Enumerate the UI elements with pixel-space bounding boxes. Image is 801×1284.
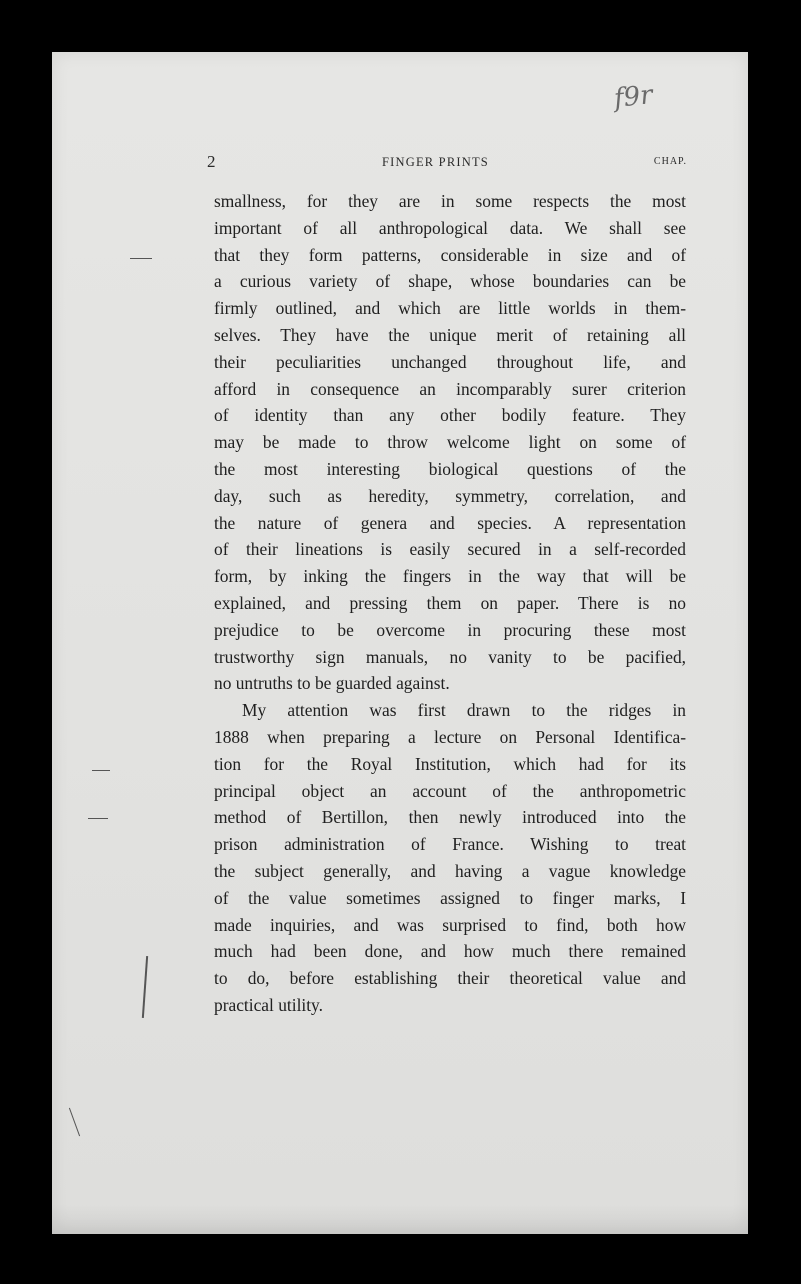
margin-mark (88, 818, 108, 819)
text-line: day, such as heredity, symmetry, correlation, and (214, 485, 686, 506)
text-line: much had been done, and how much there remained (214, 941, 686, 962)
text-line: tion for the Royal Institution, which had for its (214, 753, 686, 774)
text-line: no untruths to be guarded against. (214, 673, 450, 694)
paragraph (214, 697, 686, 1019)
text-line: of identity than any other bodily feature. They (214, 405, 686, 426)
text-line: afford in consequence an incomparably surer criterion (214, 378, 686, 399)
chapter-label: CHAP. (653, 156, 687, 167)
text-line: the nature of genera and species. A representation (214, 512, 686, 533)
text-line: method of Bertillon, then newly introduced into the (214, 807, 686, 828)
text-line: explained, and pressing them on paper. There is no (214, 592, 686, 613)
text-line: 1888 when preparing a lecture on Personal Identifica- (214, 726, 686, 747)
text-line: trustworthy sign manuals, no vanity to be pacified, (214, 646, 686, 667)
text-line: principal object an account of the anthropometric (214, 780, 686, 801)
text-line: selves. They have the unique merit of retaining all (214, 324, 686, 345)
text-line: firmly outlined, and which are little worlds in them- (214, 298, 686, 319)
text-line: prison administration of France. Wishing to treat (214, 834, 686, 855)
page-number: 2 (207, 152, 216, 171)
text-line: form, by inking the fingers in the way that will be (214, 566, 686, 587)
text-line: important of all anthropological data. We shall see (214, 217, 686, 238)
text-line: prejudice to be overcome in procuring these most (214, 619, 686, 640)
body-text (214, 188, 686, 1019)
text-line: to do, before establishing their theoretical value and (214, 968, 686, 989)
margin-mark (130, 258, 152, 259)
running-title: FINGER PRINTS (382, 155, 489, 169)
margin-mark (69, 1108, 80, 1137)
text-line: of the value sometimes assigned to finger marks, I (214, 887, 686, 908)
paragraph (214, 188, 686, 697)
text-line: smallness, for they are in some respects the most (214, 191, 686, 211)
text-line: practical utility. (214, 994, 323, 1015)
text-line: My attention was first drawn to the ridges in (242, 700, 686, 721)
text-line: the subject generally, and having a vague knowledge (214, 860, 686, 881)
handwritten-folio-annotation: f9r (612, 80, 655, 114)
margin-mark (92, 770, 110, 771)
page-header (207, 152, 687, 172)
text-line: that they form patterns, considerable in size and of (214, 244, 686, 265)
text-line: made inquiries, and was surprised to find, both how (214, 914, 686, 935)
text-line: may be made to throw welcome light on some of (214, 432, 686, 453)
text-line: their peculiarities unchanged throughout life, and (214, 351, 686, 372)
text-line: of their lineations is easily secured in a self-recorded (214, 539, 686, 560)
book-page (52, 52, 748, 1234)
margin-mark (142, 956, 148, 1018)
text-line: the most interesting biological questions of the (214, 458, 686, 479)
text-line: a curious variety of shape, whose boundaries can be (214, 271, 686, 292)
